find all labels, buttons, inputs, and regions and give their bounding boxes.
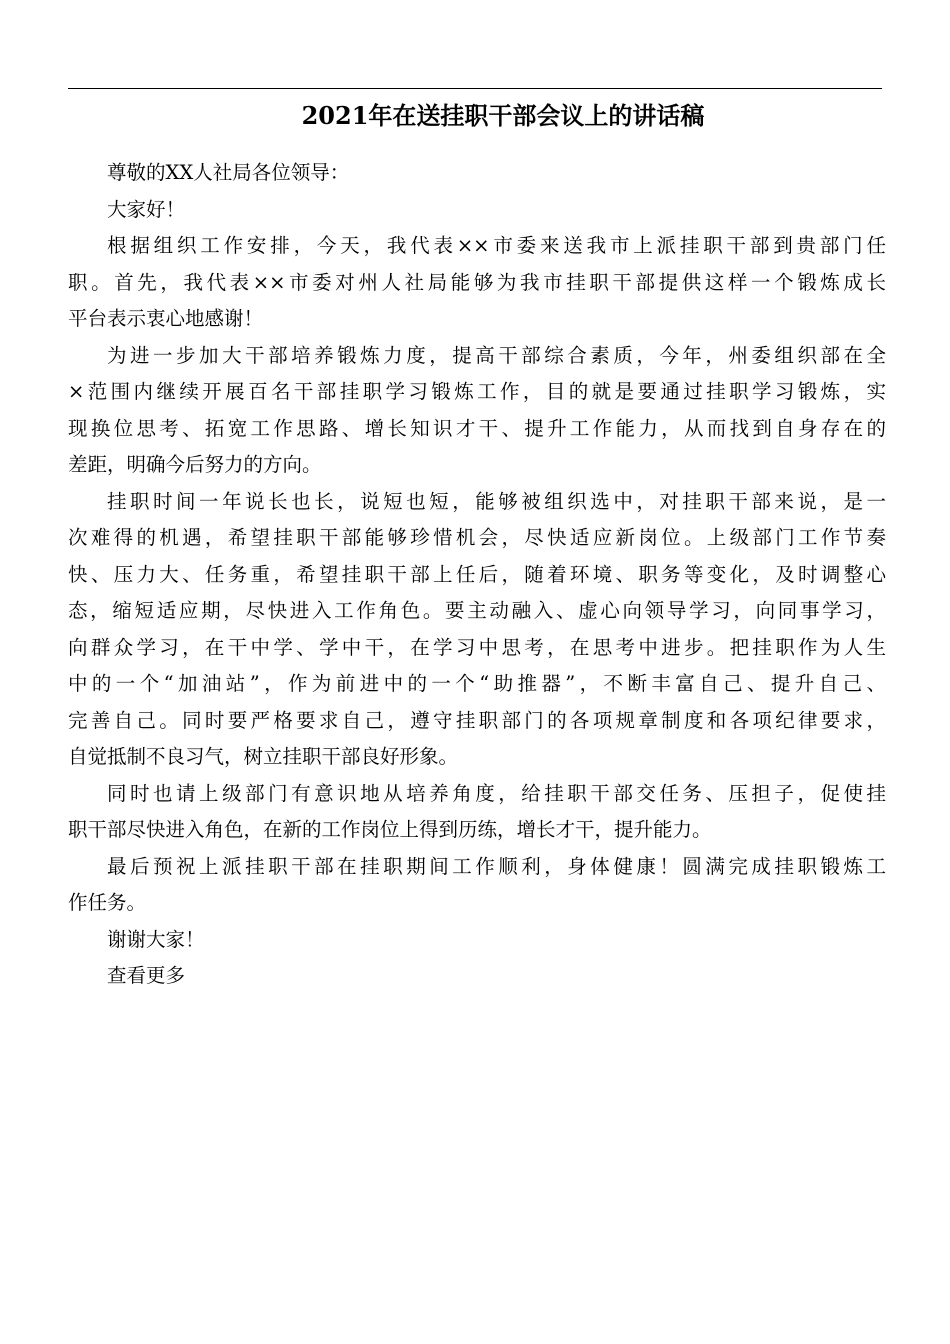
- view-more-link[interactable]: [68, 958, 886, 995]
- text-line: 谢谢大家！: [107, 927, 205, 951]
- text-line: 同时也请上级部门有意识地从培养角度，给挂职干部交任务、压担子，促使挂: [107, 781, 886, 805]
- text-line: 完善自己。同时要严格要求自己，遵守挂职部门的各项规章制度和各项纪律要求，: [68, 708, 886, 732]
- text-line: 最后预祝上派挂职干部在挂职期间工作顺利，身体健康！圆满完成挂职锻炼工: [107, 854, 886, 878]
- text-line: 快、压力大、任务重，希望挂职干部上任后，随着环境、职务等变化，及时调整心: [68, 562, 886, 586]
- text-line: 次难得的机遇，希望挂职干部能够珍惜机会，尽快适应新岗位。上级部门工作节奏: [68, 526, 886, 549]
- text-line: 自觉抵制不良习气，树立挂职干部良好形象。: [68, 745, 459, 768]
- paragraph-salutation: [68, 155, 886, 192]
- text-line: 作任务。: [68, 891, 147, 914]
- page-title: 2021年在送挂职干部会议上的讲话稿: [301, 101, 705, 130]
- paragraph-wishes: [68, 849, 886, 922]
- view-more-label[interactable]: 查看更多: [107, 964, 186, 987]
- text-line: 平台表示衷心地感谢！: [68, 307, 264, 330]
- text-line: 尊敬的XX人社局各位领导：: [107, 161, 350, 184]
- text-line: 差距，明确今后努力的方向。: [68, 453, 322, 476]
- text-line: 挂职时间一年说长也长，说短也短，能够被组织选中，对挂职干部来说，是一: [107, 489, 886, 513]
- text-line: 向群众学习，在干中学、学中干，在学习中思考，在思考中进步。把挂职作为人生: [68, 635, 886, 659]
- text-line: 现换位思考、拓宽工作思路、增长知识才干、提升工作能力，从而找到自身存在的: [68, 416, 886, 440]
- paragraph-request: [68, 776, 886, 849]
- text-line: 为进一步加大干部培养锻炼力度，提高干部综合素质，今年，州委组织部在全: [107, 343, 886, 367]
- text-line: 职。首先，我代表××市委对州人社局能够为我市挂职干部提供这样一个锻炼成长: [68, 270, 886, 294]
- text-line: ×范围内继续开展百名干部挂职学习锻炼工作，目的就是要通过挂职学习锻炼，实: [68, 380, 886, 403]
- document-body: [68, 155, 886, 995]
- paragraph-opening: [68, 228, 886, 338]
- paragraph-purpose: [68, 338, 886, 484]
- paragraph-expectations: [68, 484, 886, 776]
- header-rule: [68, 88, 882, 89]
- paragraph-thanks: [68, 922, 886, 959]
- text-line: 根据组织工作安排，今天，我代表××市委来送我市上派挂职干部到贵部门任: [107, 234, 886, 257]
- text-line: 大家好！: [107, 197, 186, 221]
- text-line: 态，缩短适应期，尽快进入工作角色。要主动融入、虚心向领导学习，向同事学习，: [68, 599, 886, 622]
- text-line: 中的一个“加油站”，作为前进中的一个“助推器”，不断丰富自己、提升自己、: [68, 672, 886, 695]
- text-line: 职干部尽快进入角色，在新的工作岗位上得到历练，增长才干，提升能力。: [68, 818, 712, 841]
- paragraph-greeting: [68, 192, 886, 229]
